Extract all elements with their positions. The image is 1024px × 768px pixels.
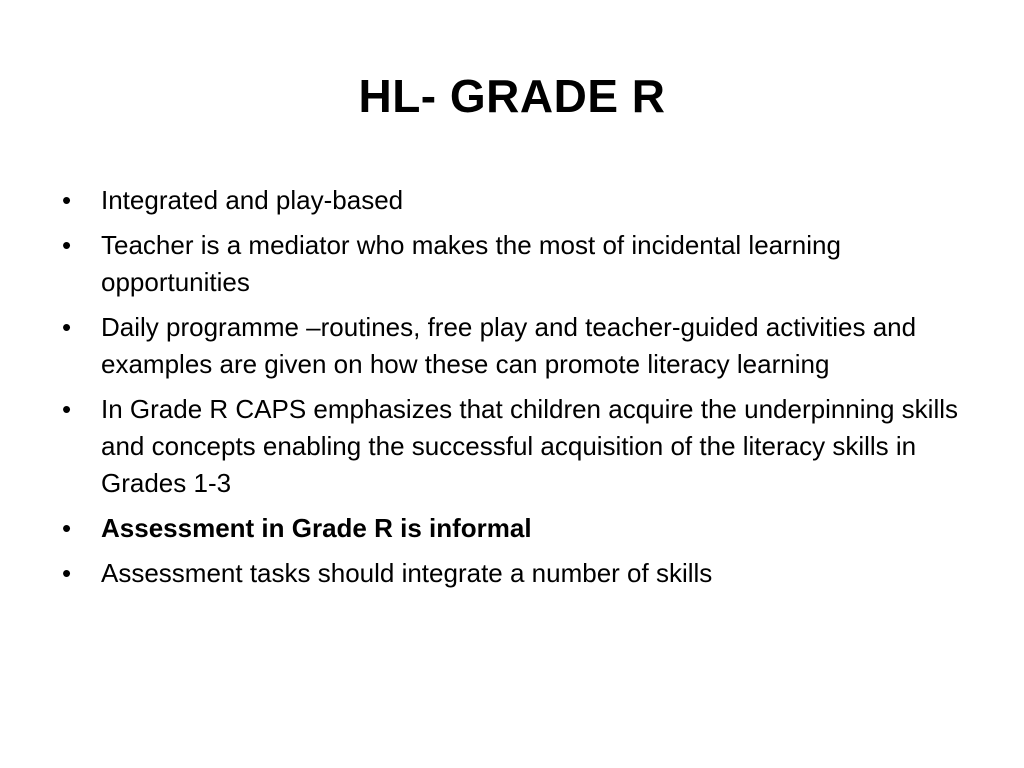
bullet-text: In Grade R CAPS emphasizes that children acquire the underpinning skills and concepts enabling the successful acquisition of the literacy skills in Grades 1-3 <box>101 394 959 498</box>
bullet-dot-icon: • <box>62 513 72 543</box>
bullet-dot-icon: • <box>62 312 72 342</box>
bullet-text: Integrated and play-based <box>101 185 404 215</box>
bullet-item <box>62 182 962 219</box>
bullet-dot-icon: • <box>62 558 72 588</box>
slide-title: HL- GRADE R <box>358 70 666 122</box>
bullet-item <box>62 555 962 592</box>
bullet-list <box>62 182 962 600</box>
bullet-dot-icon: • <box>62 394 72 424</box>
bullet-item <box>62 510 962 547</box>
bullet-dot-icon: • <box>62 185 72 215</box>
bullet-dot-icon: • <box>62 230 72 260</box>
bullet-item <box>62 391 962 502</box>
bullet-text-bold: Assessment in Grade R is informal <box>101 513 532 543</box>
bullet-text: Teacher is a mediator who makes the most of incidental learning opportunities <box>101 230 841 297</box>
bullet-text: Assessment tasks should integrate a number of skills <box>101 558 713 588</box>
bullet-item <box>62 227 962 301</box>
bullet-text: Daily programme –routines, free play and teacher-guided activities and examples are given on how these can promote literacy learning <box>101 312 917 379</box>
bullet-item <box>62 309 962 383</box>
